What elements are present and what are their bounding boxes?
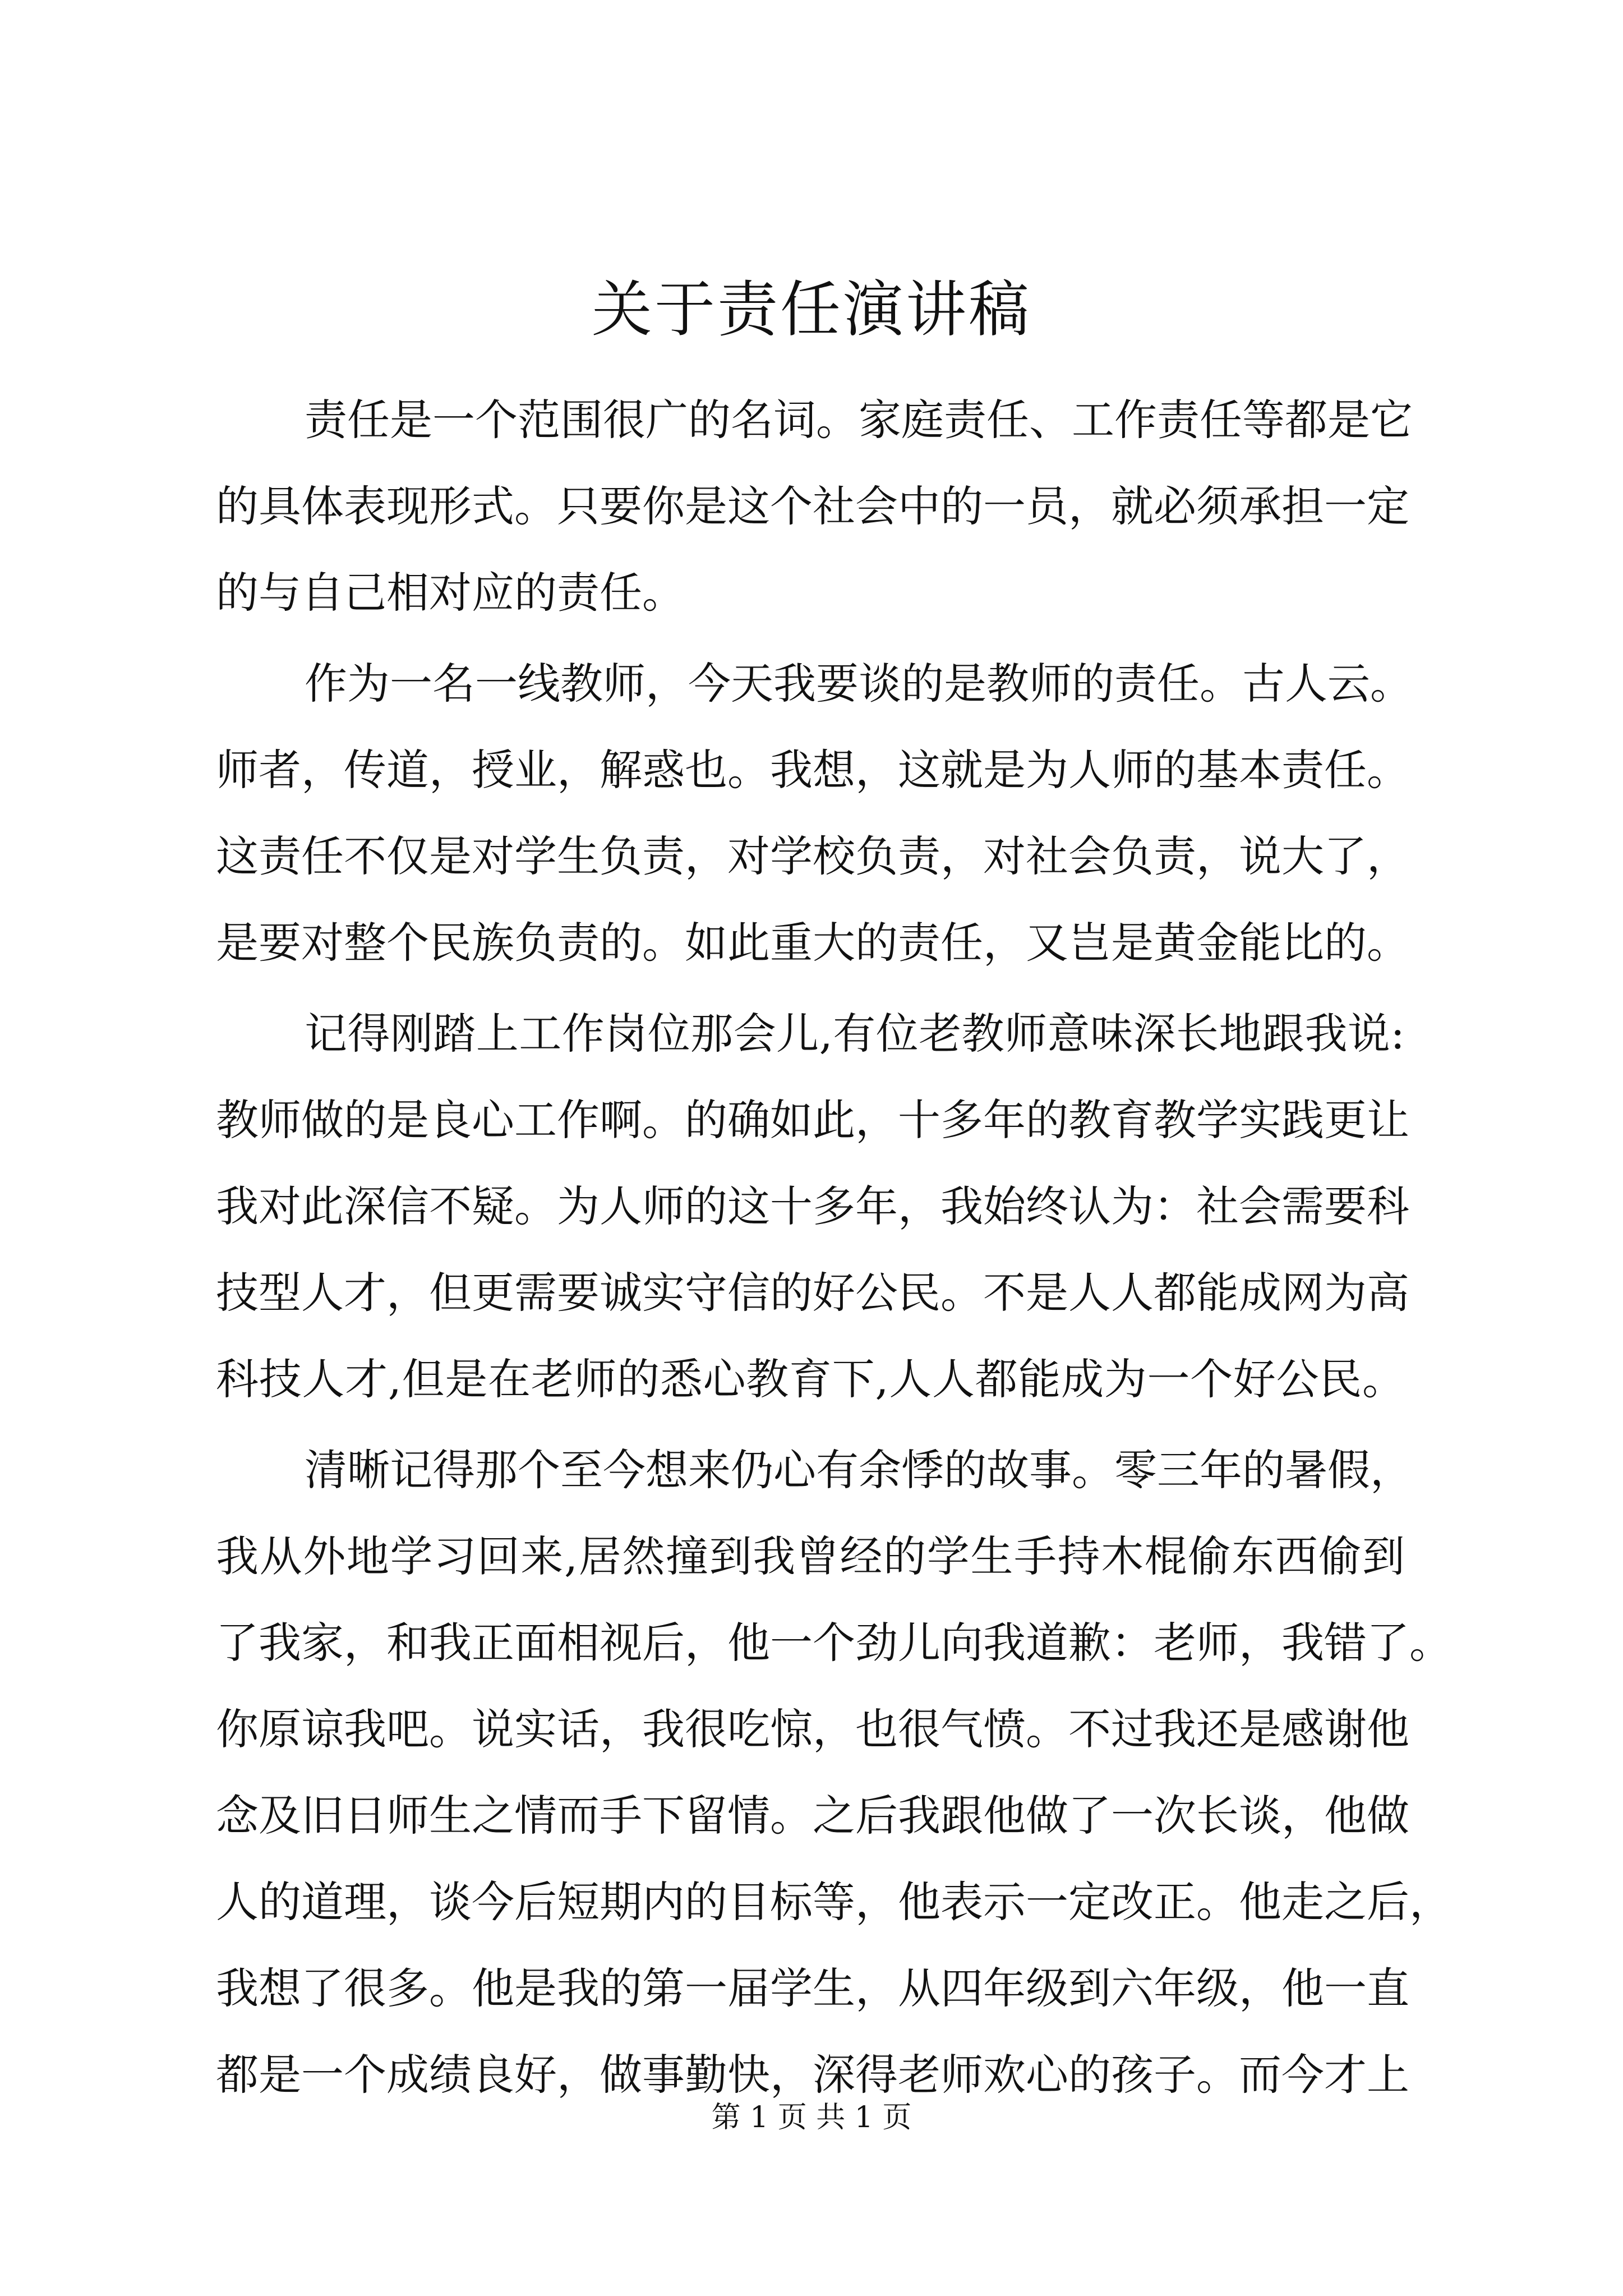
paragraph-line: 念及旧日师生之情而手下留情。之后我跟他做了一次长谈，他做 [216, 1791, 1409, 1841]
paragraph-line: 的具体表现形式。只要你是这个社会中的一员，就必须承担一定 [216, 481, 1409, 531]
page-footer: 第 1 页 共 1 页 [711, 2101, 912, 2134]
paragraph-line: 我从外地学习回来,居然撞到我曾经的学生手持木棍偷东西偷到 [216, 1531, 1405, 1581]
paragraph-line: 记得刚踏上工作岗位那会儿,有位老教师意味深长地跟我说: [305, 1009, 1405, 1059]
paragraph-line: 这责任不仅是对学生负责，对学校负责，对社会负责，说大了， [216, 831, 1409, 881]
paragraph-line: 了我家，和我正面相视后，他一个劲儿向我道歉：老师，我错了。 [216, 1618, 1452, 1668]
paragraph-line: 我想了很多。他是我的第一届学生，从四年级到六年级，他一直 [216, 1963, 1409, 2013]
document-title: 关于责任演讲稿 [591, 275, 1031, 345]
paragraph-line: 都是一个成绩良好，做事勤快，深得老师欢心的孩子。而今才上 [216, 2050, 1409, 2100]
paragraph-line: 教师做的是良心工作啊。的确如此，十多年的教育教学实践更让 [216, 1095, 1409, 1145]
document-body [216, 377, 1452, 2118]
paragraph-line: 清晰记得那个至今想来仍心有余悸的故事。零三年的暑假， [305, 1445, 1413, 1495]
paragraph-line: 是要对整个民族负责的。如此重大的责任，又岂是黄金能比的。 [216, 918, 1409, 968]
paragraph-line: 人的道理，谈今后短期内的目标等，他表示一定改正。他走之后， [216, 1877, 1452, 1927]
paragraph-line: 师者，传道，授业，解惑也。我想，这就是为人师的基本责任。 [216, 745, 1409, 795]
paragraph-line: 的与自己相对应的责任。 [216, 568, 685, 618]
paragraph-line: 科技人才,但是在老师的悉心教育下,人人都能成为一个好公民。 [216, 1354, 1405, 1404]
paragraph-line: 技型人才，但更需要诚实守信的好公民。不是人人都能成网为高 [216, 1268, 1409, 1318]
paragraph-line: 作为一名一线教师，今天我要谈的是教师的责任。古人云。 [305, 659, 1413, 708]
paragraph-line: 我对此深信不疑。为人师的这十多年，我始终认为：社会需要科 [216, 1181, 1409, 1231]
paragraph-line: 你原谅我吧。说实话，我很吃惊，也很气愤。不过我还是感谢他 [216, 1704, 1409, 1754]
paragraph-line: 责任是一个范围很广的名词。家庭责任、工作责任等都是它 [305, 395, 1413, 445]
